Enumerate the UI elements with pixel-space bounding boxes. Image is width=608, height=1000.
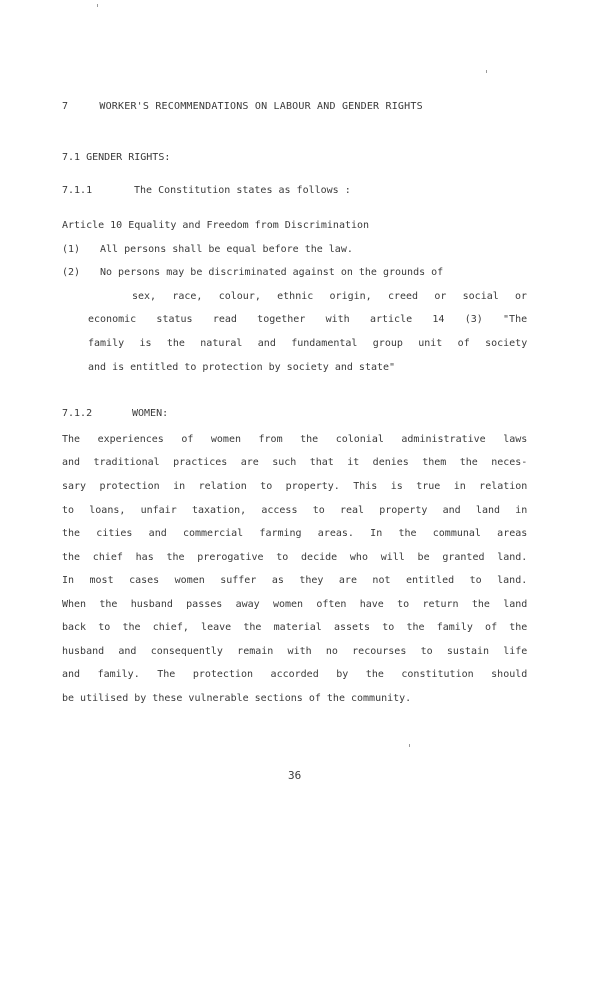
list-item-number: (2) (62, 267, 81, 278)
section-heading (62, 101, 423, 113)
paragraph-7-1-1 (62, 185, 351, 197)
list-item-text: No persons may be discriminated against on the grounds of (100, 267, 444, 278)
body-text-line: the cities and commercial farming areas. In the communal areas (62, 528, 528, 539)
article-title: Article 10 Equality and Freedom from Discrimination (62, 220, 370, 231)
body-text-line: and family. The protection accorded by the constitution should (62, 669, 528, 680)
list-item (62, 267, 443, 279)
section-number: 7 (62, 101, 69, 112)
paragraph-title: WOMEN: (132, 408, 169, 419)
body-text-line: The experiences of women from the colonial administrative laws (62, 434, 528, 445)
list-item-continuation: and is entitled to protection by society and state" (88, 362, 396, 373)
sub-heading-gender-rights: 7.1 GENDER RIGHTS: (62, 152, 171, 163)
list-item-continuation: sex, race, colour, ethnic origin, creed or social or (132, 291, 528, 302)
body-text-line: husband and consequently remain with no recourses to sustain life (62, 646, 528, 657)
body-text-line: to loans, unfair taxation, access to real property and land in (62, 505, 528, 516)
body-text-line: back to the chief, leave the material assets to the family of the (62, 622, 528, 633)
list-item-number: (1) (62, 244, 81, 255)
body-text-line: be utilised by these vulnerable sections of the community. (62, 693, 412, 704)
list-item-continuation: economic status read together with article 14 (3) "The (88, 314, 528, 325)
paragraph-label: 7.1.1 (62, 185, 93, 196)
list-item (62, 244, 353, 256)
paragraph-7-1-2 (62, 408, 168, 420)
paragraph-label: 7.1.2 (62, 408, 93, 419)
list-item-continuation: family is the natural and fundamental group unit of society (88, 338, 528, 349)
list-item-text: All persons shall be equal before the law. (100, 244, 353, 255)
paragraph-text: The Constitution states as follows : (134, 185, 351, 196)
body-text-line: When the husband passes away women often have to return the land (62, 599, 528, 610)
body-text-line: and traditional practices are such that it denies them the neces- (62, 457, 528, 468)
section-title: WORKER'S RECOMMENDATIONS ON LABOUR AND GENDER RIGHTS (99, 101, 423, 112)
body-text-line: the chief has the prerogative to decide who will be granted land. (62, 552, 528, 563)
body-text-line: In most cases women suffer as they are not entitled to land. (62, 575, 528, 586)
page-number: 36 (288, 769, 302, 782)
scan-speck (409, 744, 410, 747)
scan-speck (486, 70, 487, 73)
body-text-line: sary protection in relation to property. This is true in relation (62, 481, 528, 492)
scan-speck (97, 4, 98, 7)
